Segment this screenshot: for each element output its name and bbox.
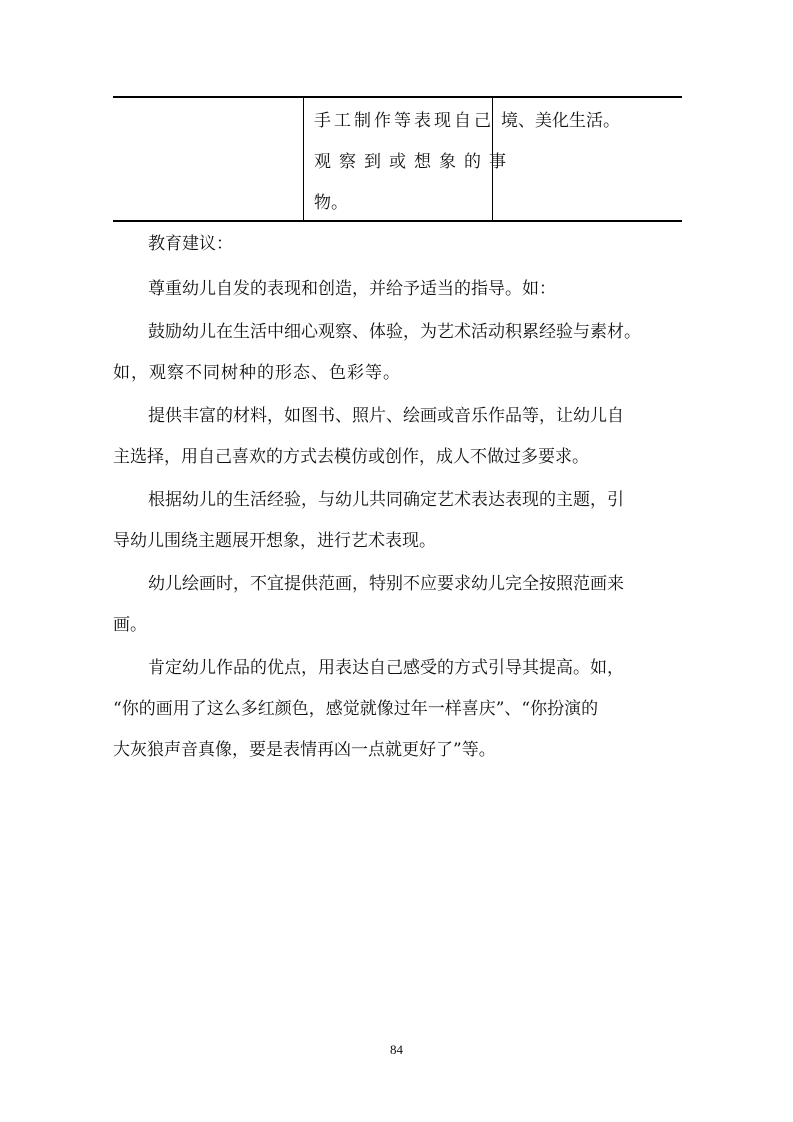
paragraph-line: 肯定幼儿作品的优点，用表达自己感受的方式引导其提高。如， bbox=[148, 658, 624, 678]
page-number: 84 bbox=[390, 1042, 403, 1057]
table-cell-method bbox=[303, 98, 514, 220]
paragraph-line: 根据幼儿的生活经验，与幼儿共同确定艺术表达表现的主题，引 bbox=[148, 490, 624, 510]
table-cell-line: 观察到或想象的事 bbox=[314, 152, 514, 172]
paragraph-line: 导幼儿围绕主题展开想象，进行艺术表现。 bbox=[113, 531, 436, 551]
table-cell-line: 境、美化生活。 bbox=[501, 111, 620, 131]
paragraph-line: 画。 bbox=[113, 615, 147, 635]
table-cell-goal bbox=[493, 98, 682, 220]
table-cell-line: 手工制作等表现自己 bbox=[314, 111, 494, 131]
paragraph-line: 提供丰富的材料，如图书、照片、绘画或音乐作品等，让幼儿自 bbox=[148, 406, 624, 426]
paragraph-line: 如，观察不同树种的形态、色彩等。 bbox=[113, 363, 401, 383]
paragraph-line: 主选择，用自己喜欢的方式去模仿或创作，成人不做过多要求。 bbox=[113, 447, 589, 467]
paragraph-line: 幼儿绘画时，不宜提供范画，特别不应要求幼儿完全按照范画来 bbox=[148, 574, 624, 594]
paragraph-line: 鼓励幼儿在生活中细心观察、体验，为艺术活动积累经验与素材。 bbox=[148, 322, 641, 342]
paragraph-line: “你的画用了这么多红颜色，感觉就像过年一样喜庆”、“你扮演的 bbox=[113, 699, 599, 719]
table-cell-line: 物。 bbox=[314, 193, 348, 213]
paragraph-line: 大灰狼声音真像，要是表情再凶一点就更好了”等。 bbox=[113, 740, 496, 760]
table-cell-empty bbox=[113, 98, 303, 220]
paragraph-line: 尊重幼儿自发的表现和创造，并给予适当的指导。如： bbox=[148, 279, 556, 299]
content-table bbox=[113, 96, 682, 222]
section-heading: 教育建议： bbox=[148, 234, 233, 254]
